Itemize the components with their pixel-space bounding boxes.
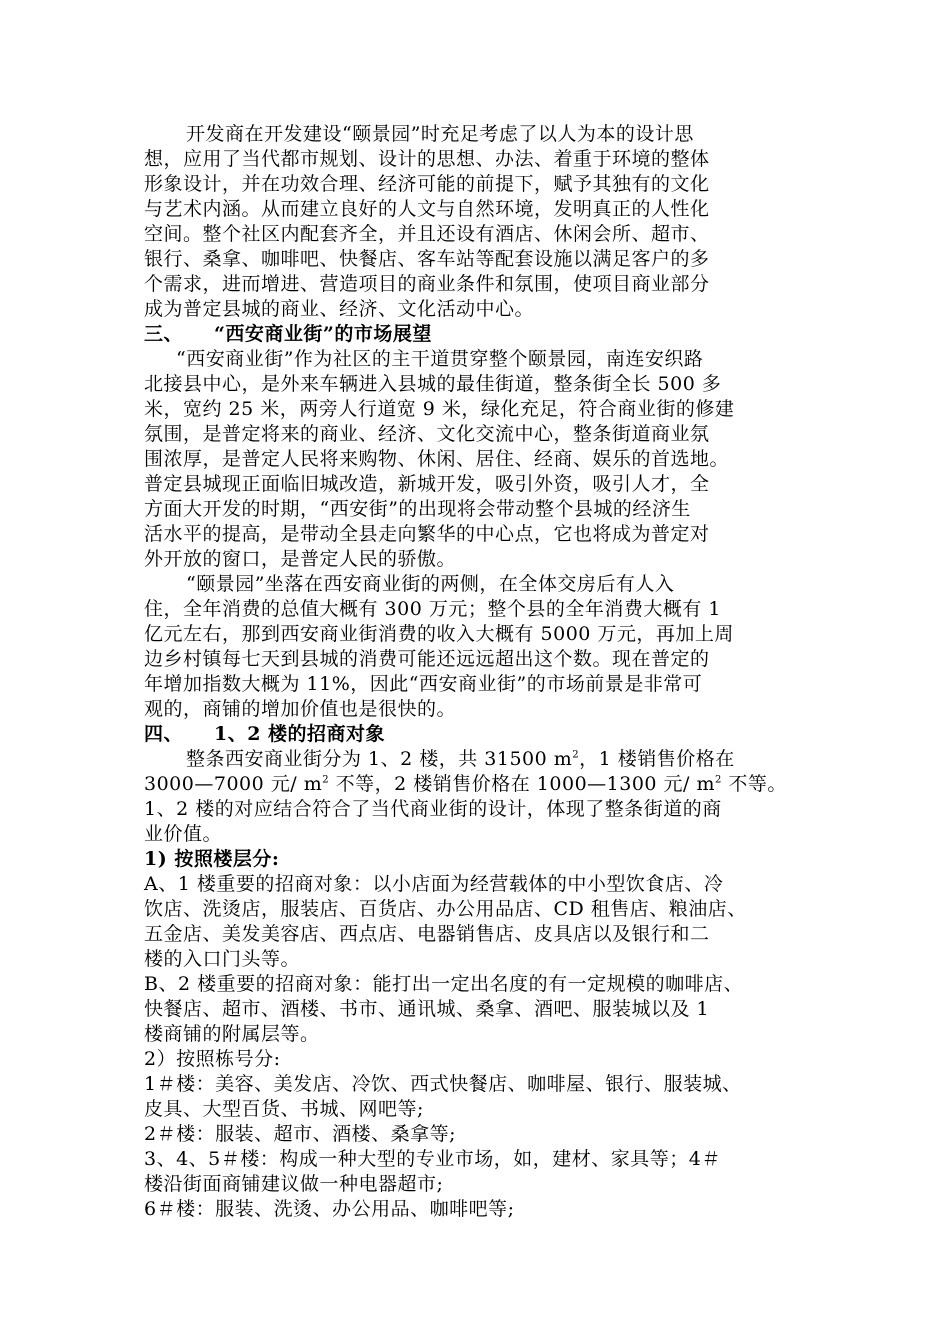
superscript: 2 <box>322 774 330 786</box>
list-item: 6＃楼：服装、洗烫、办公用品、咖啡吧等; <box>144 1198 515 1220</box>
text-line: A、1 楼重要的招商对象：以小店面为经营载体的中小型饮食店、冷 <box>144 873 724 895</box>
text-span: 3000—7000 元/ m <box>144 773 323 795</box>
text-line <box>144 747 812 772</box>
text-line: 亿元左右，那到西安商业街消费的收入大概有 5000 万元，再加上周 <box>144 623 734 645</box>
text-line: 1、2 楼的对应结合符合了当代商业街的设计，体现了整条街道的商 <box>144 798 722 820</box>
text-line: 北接县中心，是外来车辆进入县城的最佳街道，整条街全长 500 多 <box>144 373 722 395</box>
text-span: 不等，2 楼销售价格在 1000—1300 元/ m <box>329 773 716 795</box>
text-line: 饮店、洗烫店，服装店、百货店、办公用品店、CD 租售店、粮油店、 <box>144 898 747 920</box>
text-line: 围浓厚，是普定人民将来购物、休闲、居住、经商、娱乐的首选地。 <box>144 448 730 470</box>
text-span: 不等。 <box>721 773 787 795</box>
superscript: 2 <box>715 774 722 786</box>
text-line: 快餐店、超市、酒楼、书市、通讯城、桑拿、酒吧、服装城以及 1 <box>144 998 710 1020</box>
text-line: 形象设计，并在功效合理、经济可能的前提下，赋予其独有的文化 <box>144 173 710 195</box>
list-item: 皮具、大型百货、书城、网吧等; <box>144 1098 424 1120</box>
text-line: 年增加指数大概为 11%，因此“西安商业街”的市场前景是非常可 <box>144 673 703 695</box>
text-span: 整条西安商业街分为 1、2 楼，共 31500 m <box>186 748 573 770</box>
text-line: “西安商业街”作为社区的主干道贯穿整个颐景园，南连安织路 <box>176 348 704 370</box>
text-line: 边乡村镇每七天到县城的消费可能还远远超出这个数。现在普定的 <box>144 648 710 670</box>
paragraph-development-concept <box>144 122 812 322</box>
subheading-by-building: 2）按照栋号分: <box>144 1048 281 1070</box>
text-line: 氛围，是普定将来的商业、经济、文化交流中心，整条街道商业氛 <box>144 423 710 445</box>
section-heading-tenant-targets <box>144 722 812 747</box>
text-span: ，1 楼销售价格在 <box>579 748 735 770</box>
text-line: 五金店、美发美容店、西点店、电器销售店、皮具店以及银行和二 <box>144 923 710 945</box>
subheading-by-floor: 1) 按照楼层分: <box>144 848 280 870</box>
text-line: 与艺术内涵。从而建立良好的人文与自然环境，发明真正的人性化 <box>144 198 710 220</box>
text-line: “颐景园”坐落在西安商业街的两侧，在全体交房后有人入 <box>186 573 675 595</box>
text-line: 普定县城现正面临旧城改造，新城开发，吸引外资，吸引人才，全 <box>144 473 710 495</box>
paragraph-pricing <box>144 747 812 847</box>
text-line <box>144 772 812 797</box>
text-line: 楼的入口门头等。 <box>144 948 301 970</box>
list-by-building <box>144 1072 812 1222</box>
paragraph-consumption-outlook <box>144 572 812 722</box>
text-line: 成为普定县城的商业、经济、文化活动中心。 <box>144 298 535 320</box>
text-line: 业价值。 <box>144 823 223 845</box>
list-item: 楼沿街面商铺建议做一种电器超市; <box>144 1173 444 1195</box>
list-item: 2＃楼：服装、超市、酒楼、桑拿等; <box>144 1123 456 1145</box>
text-line: 活水平的提高，是带动全县走向繁华的中心点，它也将成为普定对 <box>144 523 710 545</box>
list-item: 1＃楼：美容、美发店、冷饮、西式快餐店、咖啡屋、银行、服装城、 <box>144 1073 742 1095</box>
text-line: 银行、桑拿、咖啡吧、快餐店、客车站等配套设施以满足客户的多 <box>144 248 710 270</box>
text-line: 住，全年消费的总值大概有 300 万元；整个县的全年消费大概有 1 <box>144 598 721 620</box>
section-title: “西安商业街”的市场展望 <box>214 323 432 345</box>
text-line: 楼商铺的附属层等。 <box>144 1023 320 1045</box>
text-line: 观的，商铺的增加价值也是很快的。 <box>144 698 457 720</box>
superscript: 2 <box>572 749 580 761</box>
document-page <box>144 122 812 1222</box>
text-line: 开发商在开发建设“颐景园”时充足考虑了以人为本的设计思 <box>186 123 694 145</box>
list-item-floor-1 <box>144 872 812 972</box>
text-line: 米，宽约 25 米，两旁人行道宽 9 米，绿化充足，符合商业街的修建 <box>144 398 735 420</box>
text-line: 空间。整个社区内配套齐全，并且还设有酒店、休闲会所、超市、 <box>144 223 710 245</box>
section-number: 四、 <box>144 723 184 745</box>
text-line: 想，应用了当代都市规划、设计的思想、办法、着重于环境的整体 <box>144 148 710 170</box>
paragraph-street-overview <box>144 347 812 572</box>
list-item: 3、4、5＃楼：构成一种大型的专业市场，如，建材、家具等；4＃ <box>144 1148 721 1170</box>
list-item-floor-2 <box>144 972 812 1047</box>
text-line: 外开放的窗口，是普定人民的骄傲。 <box>144 548 457 570</box>
text-line: 方面大开发的时期，“西安街”的出现将会带动整个县城的经济生 <box>144 498 691 520</box>
section-heading-market-outlook <box>144 322 812 347</box>
section-number: 三、 <box>144 323 184 345</box>
text-line: B、2 楼重要的招商对象：能打出一定出名度的有一定规模的咖啡店、 <box>144 973 744 995</box>
section-title: 1、2 楼的招商对象 <box>214 723 386 745</box>
text-line: 个需求，进而增进、营造项目的商业条件和氛围，使项目商业部分 <box>144 273 710 295</box>
